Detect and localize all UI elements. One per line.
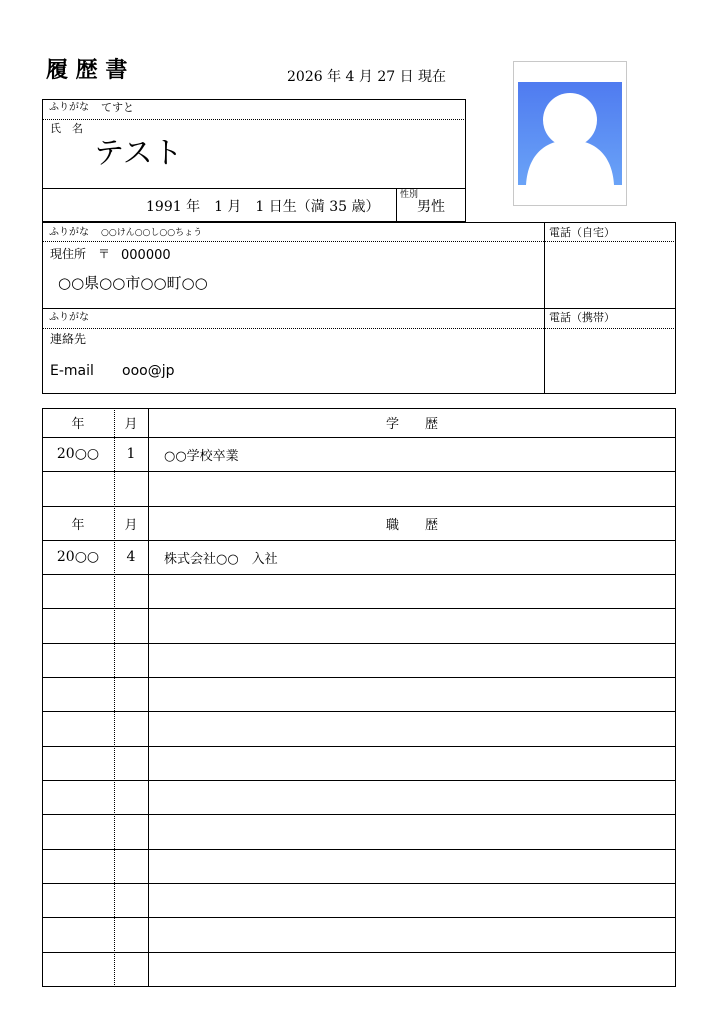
work-row-1-text: 株式会社○○ 入社 bbox=[164, 551, 278, 567]
contact-label: 連絡先 bbox=[50, 332, 87, 346]
education-row-2-month bbox=[114, 471, 148, 506]
birth-date: 1991 年 1 月 1 日生（満 35 歳） bbox=[146, 199, 380, 215]
education-header: 学 歴 bbox=[385, 417, 438, 432]
document-title: 履 歴 書 bbox=[46, 58, 128, 83]
work-row-7-text bbox=[164, 746, 664, 780]
work-row-13-text bbox=[164, 952, 664, 987]
postal-code: 000000 bbox=[121, 248, 171, 263]
furigana-value: てすと bbox=[101, 101, 134, 114]
email-label: E-mail bbox=[50, 363, 94, 379]
gender-value: 男性 bbox=[417, 199, 445, 215]
work-row-1-year: 20○○ bbox=[56, 549, 100, 565]
phone-mobile-label: 電話（携帯） bbox=[549, 311, 615, 324]
furigana-label: ふりがな bbox=[49, 102, 89, 113]
photo-area bbox=[518, 82, 622, 185]
work-row-8-text bbox=[164, 780, 664, 814]
work-row-10-text bbox=[164, 849, 664, 883]
name-label: 氏 名 bbox=[50, 122, 83, 135]
address-furigana-value: ○○けん○○し○○ちょう bbox=[101, 228, 203, 238]
address-furigana-label: ふりがな bbox=[49, 227, 89, 238]
name-value: テスト bbox=[94, 136, 183, 171]
education-row-1-month: 1 bbox=[126, 446, 136, 462]
work-row-9-text bbox=[164, 814, 664, 849]
education-row-2-text bbox=[164, 471, 664, 506]
work-row-11-text bbox=[164, 883, 664, 917]
work-row-1-month: 4 bbox=[126, 549, 136, 565]
education-row-2-year bbox=[42, 471, 114, 506]
work-row-6-text bbox=[164, 711, 664, 746]
photo-frame bbox=[513, 61, 627, 206]
phone-home-label: 電話（自宅） bbox=[549, 226, 615, 239]
date-label: 2026 年 4 月 27 日 現在 bbox=[287, 69, 447, 85]
person-silhouette-icon bbox=[518, 82, 622, 185]
postal-mark: 〒 bbox=[98, 247, 111, 261]
education-year-header: 年 bbox=[71, 417, 85, 432]
work-header: 職 歴 bbox=[385, 517, 438, 533]
education-row-1-text: ○○学校卒業 bbox=[164, 448, 239, 464]
work-row-3-text bbox=[164, 608, 664, 643]
address-label: 現住所 bbox=[50, 247, 87, 261]
work-year-header: 年 bbox=[71, 517, 85, 533]
education-month-header: 月 bbox=[124, 417, 138, 432]
work-row-4-text bbox=[164, 643, 664, 677]
contact-furigana-label: ふりがな bbox=[49, 312, 89, 323]
email-value: ooo@jp bbox=[122, 363, 175, 379]
education-row-1-year: 20○○ bbox=[56, 446, 100, 462]
address-value: ○○県○○市○○町○○ bbox=[58, 274, 208, 292]
work-row-12-text bbox=[164, 917, 664, 952]
gender-label: 性別 bbox=[400, 190, 419, 200]
work-row-2-text bbox=[164, 574, 664, 608]
work-month-header: 月 bbox=[124, 517, 138, 533]
work-row-5-text bbox=[164, 677, 664, 711]
